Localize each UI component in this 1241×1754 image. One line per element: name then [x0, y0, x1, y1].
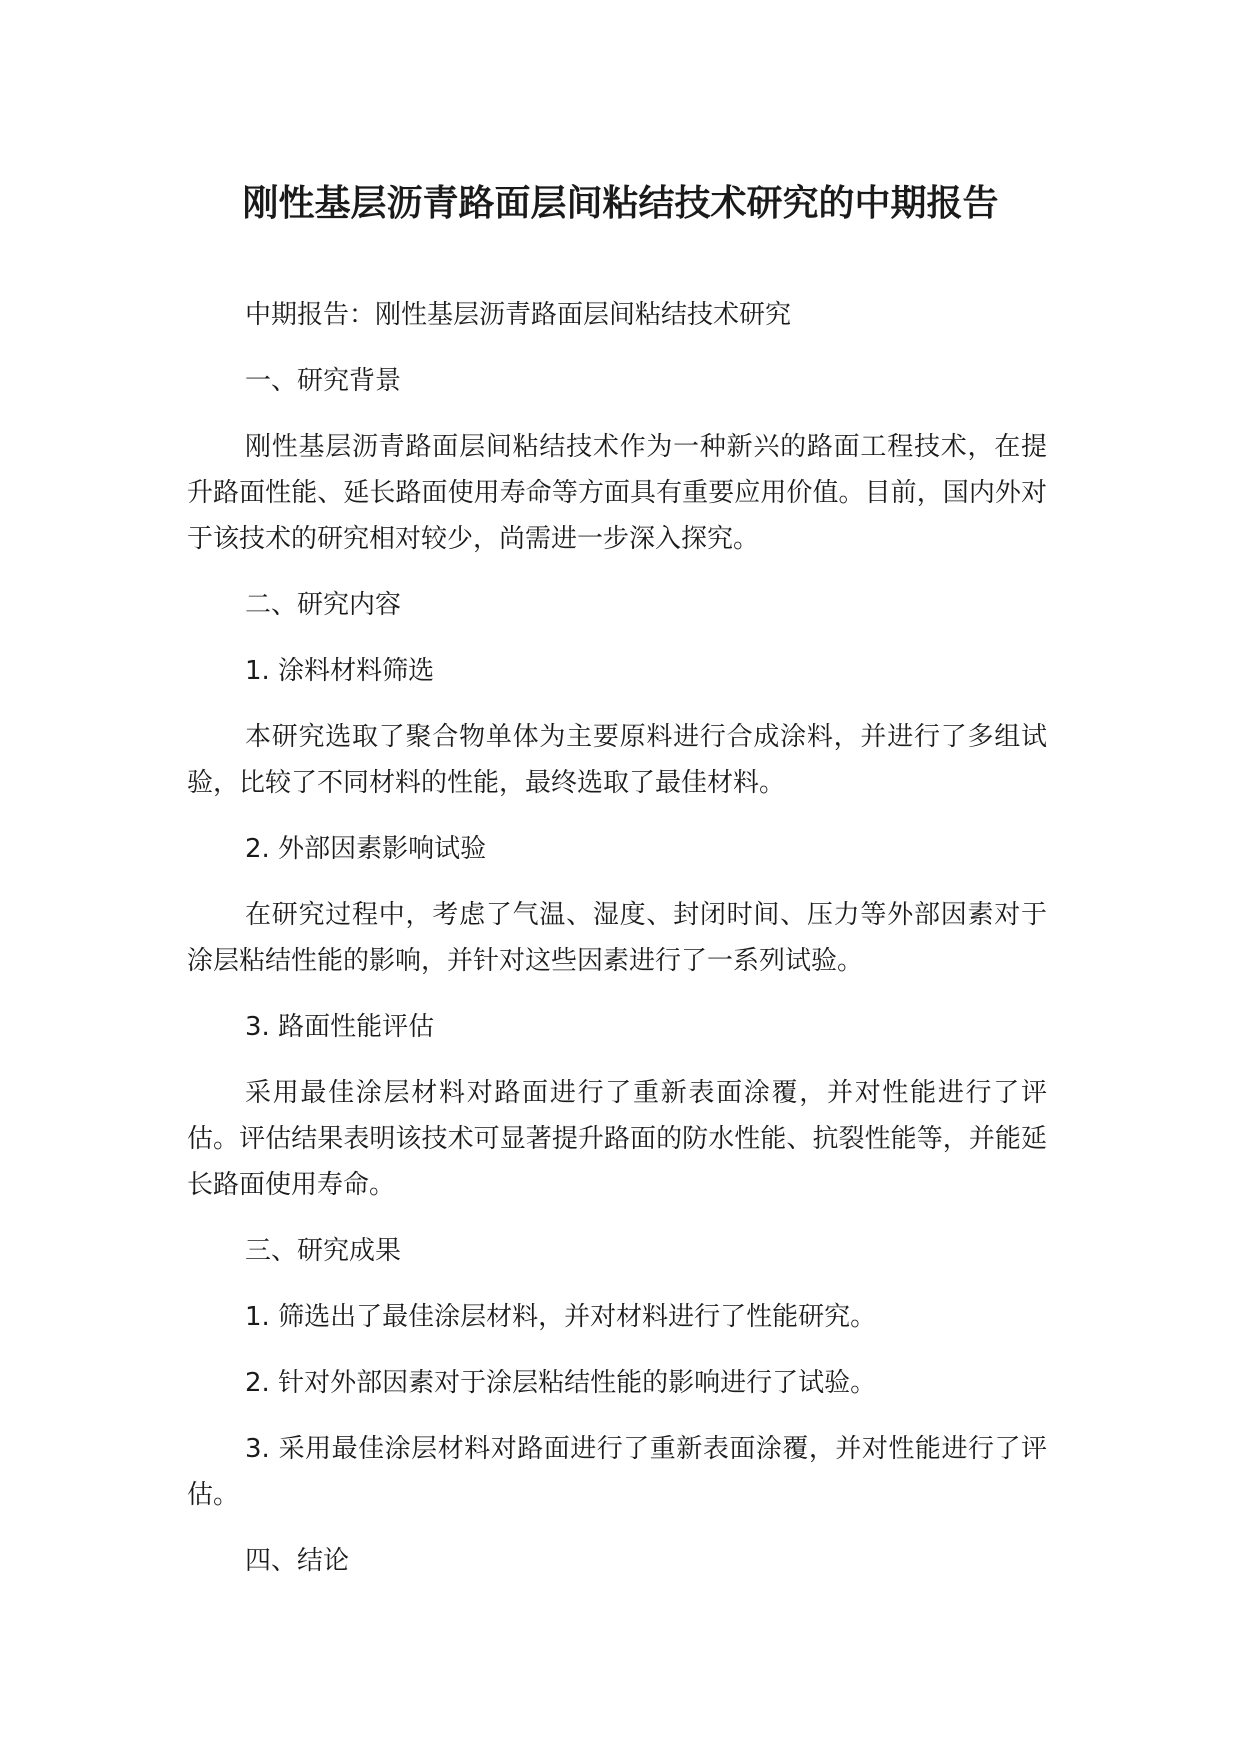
section-heading-background: 一、研究背景 [245, 366, 402, 396]
document-title: 刚性基层沥青路面层间粘结技术研究的中期报告 [242, 183, 999, 224]
subheading-external-factors: 2. 外部因素影响试验 [245, 834, 487, 864]
paragraph-external-factors: 在研究过程中，考虑了气温、湿度、封闭时间、压力等外部因素对于涂层粘结性能的影响，并针对这些因素进行了一系列试验。 [187, 900, 1047, 976]
subheading-performance-evaluation: 3. 路面性能评估 [245, 1012, 435, 1042]
section-heading-content: 二、研究内容 [245, 590, 402, 620]
paragraph-material-screening: 本研究选取了聚合物单体为主要原料进行合成涂料，并进行了多组试验，比较了不同材料的性能，最终选取了最佳材料。 [187, 722, 1047, 798]
section-heading-conclusion: 四、结论 [245, 1546, 350, 1576]
result-item-2: 2. 针对外部因素对于涂层粘结性能的影响进行了试验。 [245, 1368, 877, 1398]
subheading-material-screening: 1. 涂料材料筛选 [245, 656, 435, 686]
section-heading-results: 三、研究成果 [245, 1236, 402, 1266]
paragraph-background: 刚性基层沥青路面层间粘结技术作为一种新兴的路面工程技术，在提升路面性能、延长路面使用寿命等方面具有重要应用价值。目前，国内外对于该技术的研究相对较少，尚需进一步深入探究。 [187, 432, 1047, 554]
result-item-3: 3. 采用最佳涂层材料对路面进行了重新表面涂覆，并对性能进行了评估。 [187, 1434, 1047, 1510]
result-item-1: 1. 筛选出了最佳涂层材料，并对材料进行了性能研究。 [245, 1302, 877, 1332]
document-body [187, 292, 1047, 1604]
report-subtitle: 中期报告：刚性基层沥青路面层间粘结技术研究 [245, 300, 792, 330]
paragraph-performance-evaluation: 采用最佳涂层材料对路面进行了重新表面涂覆，并对性能进行了评估。评估结果表明该技术可显著提升路面的防水性能、抗裂性能等，并能延长路面使用寿命。 [187, 1078, 1047, 1200]
